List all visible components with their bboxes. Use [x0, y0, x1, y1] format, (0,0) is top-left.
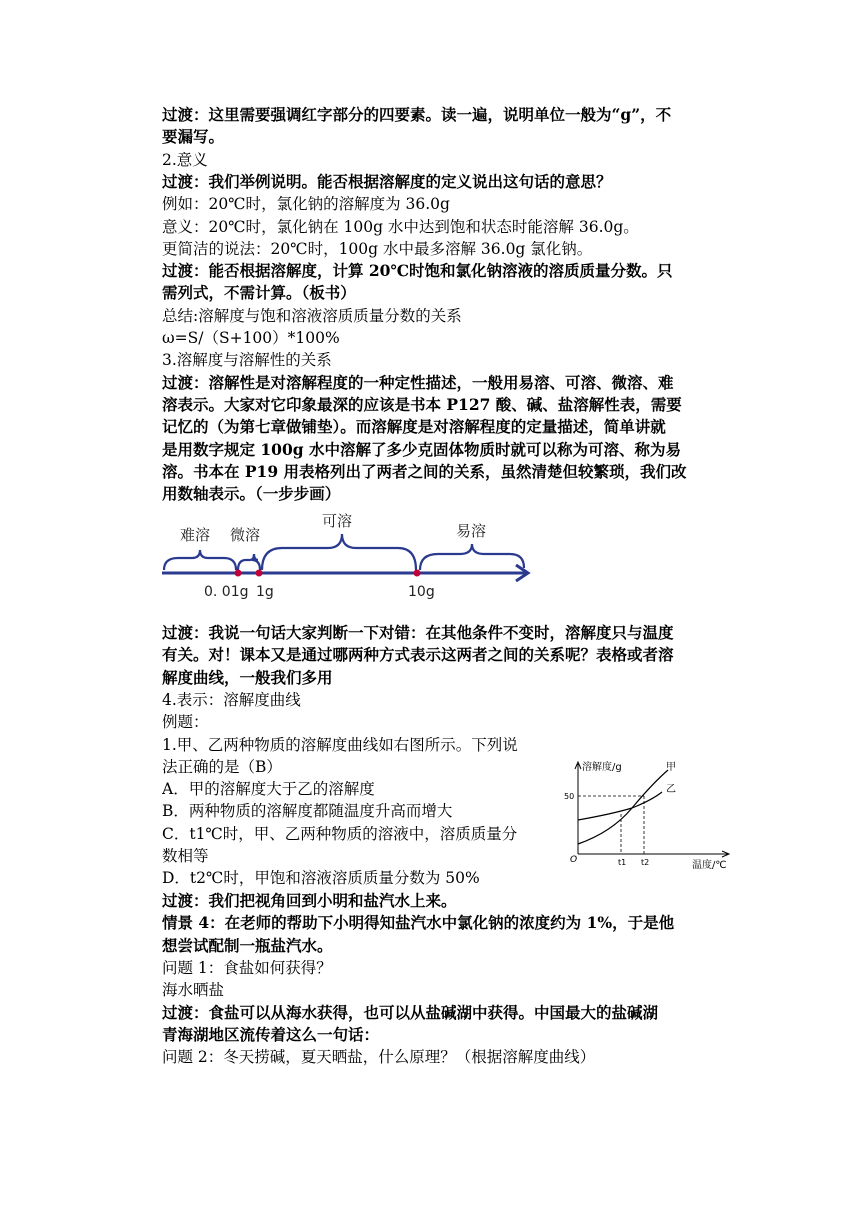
brace-nanrong: [164, 550, 236, 570]
text-line: 需列式，不需计算。（板书）: [162, 283, 356, 303]
chart-origin: O: [570, 855, 578, 865]
text-line: 过渡：食盐可以从海水获得，也可以从盐碱湖中获得。中国最大的盐碱湖: [162, 1002, 659, 1022]
series-label-yi: 乙: [666, 784, 676, 795]
text-line: 1.甲、乙两种物质的溶解度曲线如右图所示。下列说: [162, 735, 518, 754]
text-line: 数相等: [162, 847, 209, 865]
text-line: 解度曲线，一般我们多用: [162, 667, 333, 687]
chart-y-tick-50: 50: [564, 792, 575, 801]
text-line: 法正确的是（B）: [162, 757, 282, 776]
chart-xlabel: 温度/℃: [692, 860, 727, 871]
text-line: 用数轴表示。（一步步画）: [162, 484, 341, 504]
text-line: 4.表示：溶解度曲线: [162, 690, 301, 709]
text-line: 例如：20℃时，氯化钠的溶解度为 36.0g: [162, 195, 450, 214]
text-line: 问题 1：食盐如何获得？: [162, 958, 332, 977]
brace-weirong: [238, 554, 260, 570]
text-line: 过渡：我说一句话大家判断一下对错：在其他条件不变时，溶解度只与温度: [162, 623, 674, 642]
brace-yirong: [420, 544, 524, 570]
text-line: 意义：20℃时，氯化钠在 100g 水中达到饱和状态时能溶解 36.0g。: [162, 217, 639, 236]
label-yirong: 易溶: [456, 522, 487, 540]
tick-10g: 10g: [408, 584, 435, 600]
text-line: 过渡：我们把视角回到小明和盐汽水上来。: [162, 891, 457, 910]
text-line: 海水晒盐: [162, 981, 225, 1000]
text-line: B．两种物质的溶解度都随温度升高而增大: [162, 802, 453, 821]
text-line: 过渡：溶解性是对溶解程度的一种定性描述，一般用易溶、可溶、微溶、难: [162, 372, 674, 392]
text-line: 溶表示。大家对它印象最深的应该是书本 P127 酸、碱、盐溶解性表，需要: [162, 394, 682, 414]
text-line: 情景 4：在老师的帮助下小明得知盐汽水中氯化钠的浓度约为 1%，于是他: [162, 913, 675, 933]
text-line: D．t2℃时，甲饱和溶液溶质质量分数为 50%: [162, 869, 480, 888]
tick-0-01g: 0. 01g: [204, 584, 249, 600]
text-line: 问题 2：冬天捞碱，夏天晒盐，什么原理？（根据溶解度曲线）: [162, 1048, 596, 1067]
text-line: 想尝试配制一瓶盐汽水。: [162, 935, 333, 955]
tick-1g: 1g: [256, 584, 274, 600]
text-line: 要漏写。: [162, 127, 225, 147]
point-0-01g: [235, 570, 242, 577]
text-line: 例题：: [162, 713, 209, 732]
text-line: 是用数字规定 100g 水中溶解了多少克固体物质时就可以称为可溶、称为易: [162, 439, 681, 459]
label-nanrong: 难溶: [180, 526, 211, 544]
text-line: ω=S/（S+100）*100%: [162, 329, 340, 347]
solubility-curve-chart: [562, 756, 738, 876]
brace-kerong: [262, 534, 416, 570]
text-line: 过渡：这里需要强调红字部分的四要素。读一遍，说明单位一般为“g”，不: [162, 105, 672, 124]
label-kerong: 可溶: [322, 512, 353, 530]
text-line: 过渡：我们举例说明。能否根据溶解度的定义说出这句话的意思？: [162, 171, 612, 191]
point-1g: [256, 570, 263, 577]
text-line: 更简洁的说法：20℃时，100g 水中最多溶解 36.0g 氯化钠。: [162, 239, 593, 258]
text-line: 记忆的（为第七章做铺垫）。而溶解度是对溶解程度的定量描述，简单讲就: [162, 417, 666, 437]
text-line: 总结:溶解度与饱和溶液溶质质量分数的关系: [162, 306, 462, 325]
series-label-jia: 甲: [666, 762, 676, 773]
text-line: 过渡：能否根据溶解度，计算 20℃时饱和氯化钠溶液的溶质质量分数。只: [162, 261, 673, 281]
text-line: 青海湖地区流传着这么一句话：: [162, 1024, 380, 1044]
solubility-number-line: [158, 508, 538, 604]
chart-ylabel: 溶解度/g: [582, 762, 622, 773]
text-line: C．t1℃时，甲、乙两种物质的溶液中，溶质质量分: [162, 824, 518, 843]
chart-x-tick-t2: t2: [641, 858, 650, 867]
text-line: 3.溶解度与溶解性的关系: [162, 351, 332, 370]
label-weirong: 微溶: [230, 526, 261, 544]
text-line: 2.意义: [162, 150, 208, 169]
chart-x-tick-t1: t1: [618, 858, 627, 867]
text-line: 溶。书本在 P19 用表格列出了两者之间的关系，虽然清楚但较繁琐，我们改: [162, 461, 687, 481]
curve-jia: [578, 770, 668, 844]
text-line: 有关。对！课本又是通过哪两种方式表示这两者之间的关系呢？表格或者溶: [162, 645, 674, 665]
point-10g: [414, 570, 421, 577]
text-line: A．甲的溶解度大于乙的溶解度: [162, 780, 375, 799]
